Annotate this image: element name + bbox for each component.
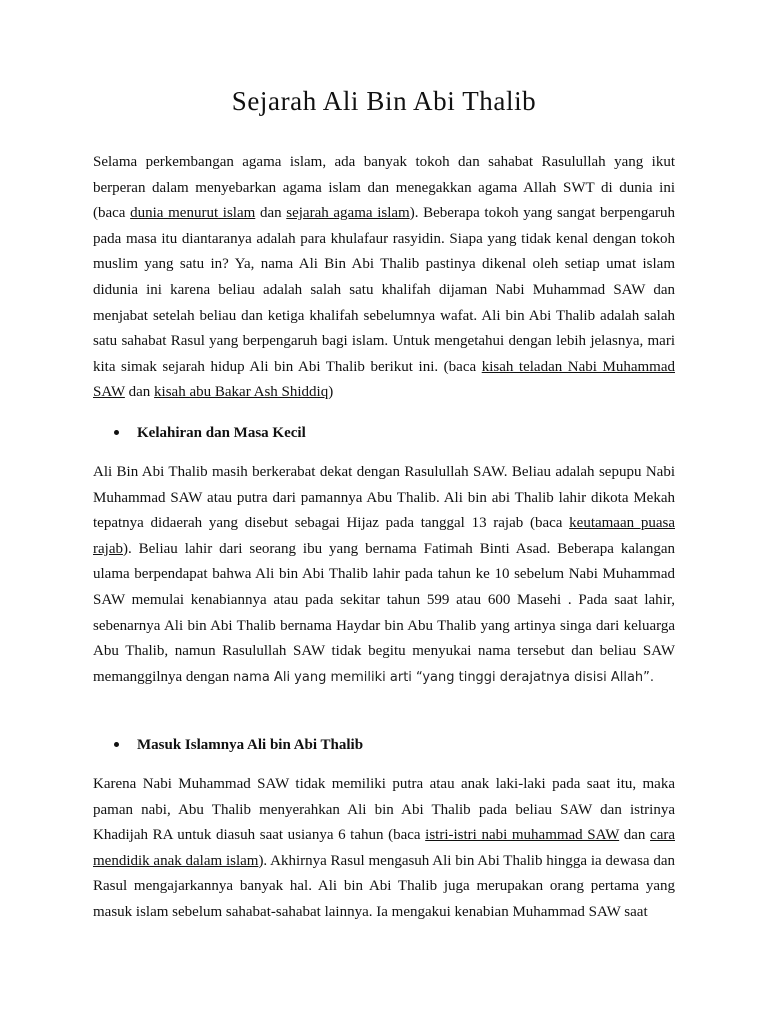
intro-paragraph (93, 150, 675, 406)
section-heading-kelahiran (114, 423, 306, 443)
section-heading-label: Masuk Islamnya Ali bin Abi Thalib (137, 737, 364, 753)
section-heading-label: Kelahiran dan Masa Kecil (137, 425, 306, 441)
link-sejarah-agama-islam[interactable]: sejarah agama islam (286, 205, 410, 222)
text-run-alt-font: nama Ali yang memiliki arti “yang tinggi derajatnya disisi Allah”. (232, 669, 655, 685)
link-keutamaan-puasa-rajab[interactable]: keutamaan puasa rajab (93, 515, 675, 557)
link-cara-mendidik-anak[interactable]: cara mendidik anak dalam islam (93, 827, 675, 869)
link-istri-istri-nabi[interactable]: istri-istri nabi muhammad SAW (425, 827, 620, 844)
text-run: ) (328, 384, 334, 401)
link-kisah-teladan-nabi[interactable]: kisah teladan Nabi Muhammad SAW (93, 358, 675, 401)
link-kisah-abu-bakar[interactable]: kisah abu Bakar Ash Shiddiq (154, 384, 329, 401)
text-run: dan (255, 205, 287, 222)
text-run: Selama perkembangan agama islam, ada banyak tokoh dan sahabat Rasulullah yang ikut berperan dalam menyebarkan agama islam dan menegakkan agama Allah SWT di dunia ini (baca (93, 154, 675, 222)
text-run: dan (619, 827, 651, 844)
text-run: ). Beliau lahir dari seorang ibu yang bernama Fatimah Binti Asad. Beberapa kalangan ulama berpendapat bahwa Ali bin Abi Thalib lahir pada tahun ke 10 sebelum Nabi Muhammad SAW memulai kenabiannya atau pada sekitar tahun 599 atau 600 Masehi . Pada saat lahir, sebenarnya Ali bin Abi Thalib bernama Haydar bin Abu Thalib yang artinya singa dari keluarga Abu Thalib, namun Rasulullah SAW tidak begitu menyukai nama tersebut dan beliau SAW memanggilnya dengan (93, 540, 675, 685)
conversion-paragraph (93, 772, 675, 926)
document-title: Sejarah Ali Bin Abi Thalib (231, 86, 537, 116)
section-heading-masuk-islam (114, 735, 363, 755)
text-run: ). Beberapa tokoh yang sangat berpengaruh pada masa itu diantaranya adalah para khulafaur rasyidin. Siapa yang tidak kenal dengan tokoh muslim yang satu in? Ya, nama Ali Bin Abi Thalib pastinya dikenal oleh setiap umat islam didunia ini karena beliau adalah salah satu khalifah dijaman Nabi Muhammad SAW dan menjabat setelah beliau dan ketiga khalifah sebelumnya wafat. Ali bin Abi Thalib adalah salah satu sahabat Rasul yang berpengaruh bagi islam. Untuk mengetahui dengan lebih jelasnya, mari kita simak sejarah hidup Ali bin Abi Thalib berikut ini. (baca (93, 205, 675, 375)
birth-paragraph (93, 460, 675, 690)
text-run: Ali Bin Abi Thalib masih berkerabat dekat dengan Rasulullah SAW. Beliau adalah sepupu Nabi Muhammad SAW atau putra dari pamannya Abu Thalib. Ali bin abi Thalib lahir dikota Mekah tepatnya didaerah yang disebut sebagai Hijaz pada tanggal 13 rajab (baca (93, 464, 675, 532)
bullet-icon (114, 742, 119, 747)
text-run: ). Akhirnya Rasul mengasuh Ali bin Abi Thalib hingga ia dewasa dan Rasul mengajarkannya banyak hal. Ali bin Abi Thalib juga merupakan orang pertama yang masuk islam sebelum sahabat-sahabat lainnya. Ia mengakui kenabian Muhammad SAW saat (93, 852, 675, 920)
link-dunia-menurut-islam[interactable]: dunia menurut islam (130, 205, 256, 222)
bullet-icon (114, 430, 119, 435)
text-run: Karena Nabi Muhammad SAW tidak memiliki putra atau anak laki-laki pada saat itu, maka paman nabi, Abu Thalib menyerahkan Ali bin Abi Thalib pada beliau SAW dan istrinya Khadijah RA untuk diasuh saat usianya 6 tahun (baca (93, 776, 675, 844)
text-run: dan (124, 384, 155, 401)
